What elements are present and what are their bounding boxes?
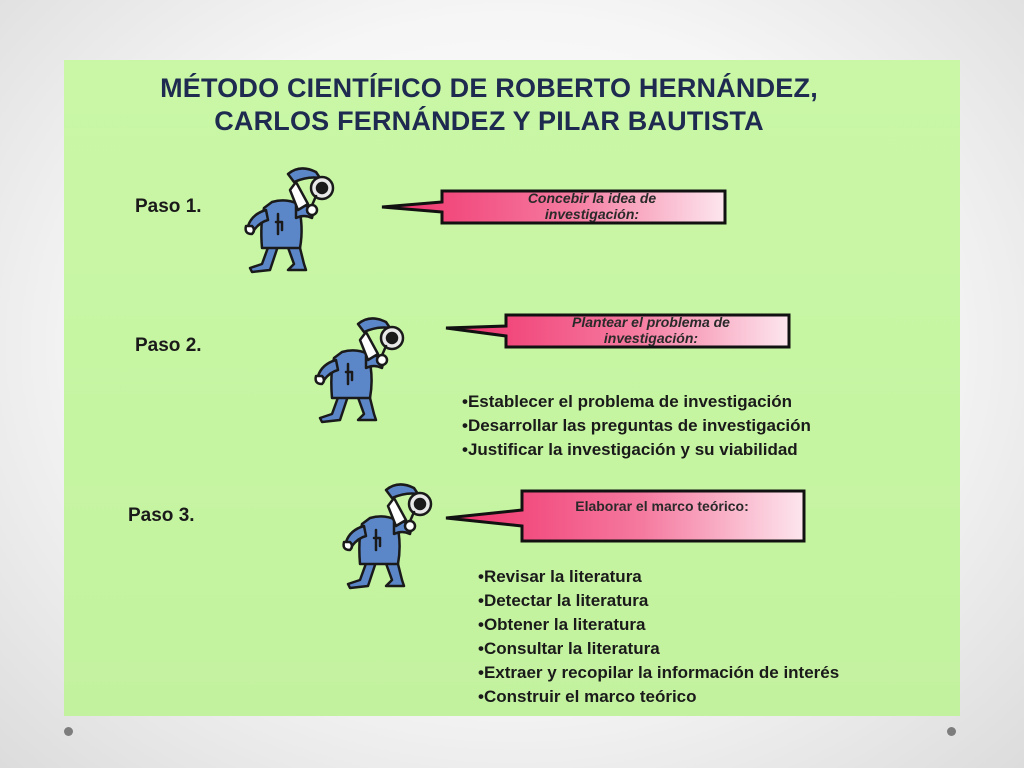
list-item: •Detectar la literatura (478, 591, 649, 610)
title-line-1: MÉTODO CIENTÍFICO DE ROBERTO HERNÁNDEZ, (160, 73, 818, 103)
step-1-label: Paso 1. (135, 196, 202, 217)
step-1-callout-line-1: Concebir la idea de (527, 190, 657, 206)
step-3-label: Paso 3. (128, 505, 195, 526)
step-1-callout-line-2: investigación: (544, 206, 640, 222)
list-item: •Establecer el problema de investigación (462, 392, 793, 411)
step-1-callout (382, 188, 728, 226)
list-item: •Revisar la literatura (478, 567, 642, 586)
detective-icon (340, 480, 440, 592)
slide (64, 60, 960, 716)
step-3-bullet-list (478, 565, 839, 709)
step-2-label: Paso 2. (135, 335, 202, 356)
list-item: •Extraer y recopilar la información de interés (478, 663, 840, 682)
step-2-bullet-list (462, 390, 811, 462)
list-item: •Justificar la investigación y su viabilidad (462, 440, 798, 459)
detective-icon (312, 314, 412, 426)
pager-dot-left-icon (64, 727, 73, 736)
list-item: •Construir el marco teórico (478, 687, 697, 706)
list-item: •Consultar la literatura (478, 639, 660, 658)
step-2-callout-line-1: Plantear el problema de (572, 314, 730, 330)
pager-dot-right-icon (947, 727, 956, 736)
step-2-callout-line-2: investigación: (603, 330, 699, 346)
list-item: •Obtener la literatura (478, 615, 646, 634)
step-3-callout-line-1: Elaborar el marco teórico: (575, 498, 749, 514)
step-3-callout (446, 488, 808, 544)
slide-title (64, 72, 914, 138)
list-item: •Desarrollar las preguntas de investigación (462, 416, 811, 435)
title-line-2: CARLOS FERNÁNDEZ Y PILAR BAUTISTA (214, 106, 764, 136)
step-2-callout (446, 312, 792, 350)
detective-icon (242, 164, 342, 276)
